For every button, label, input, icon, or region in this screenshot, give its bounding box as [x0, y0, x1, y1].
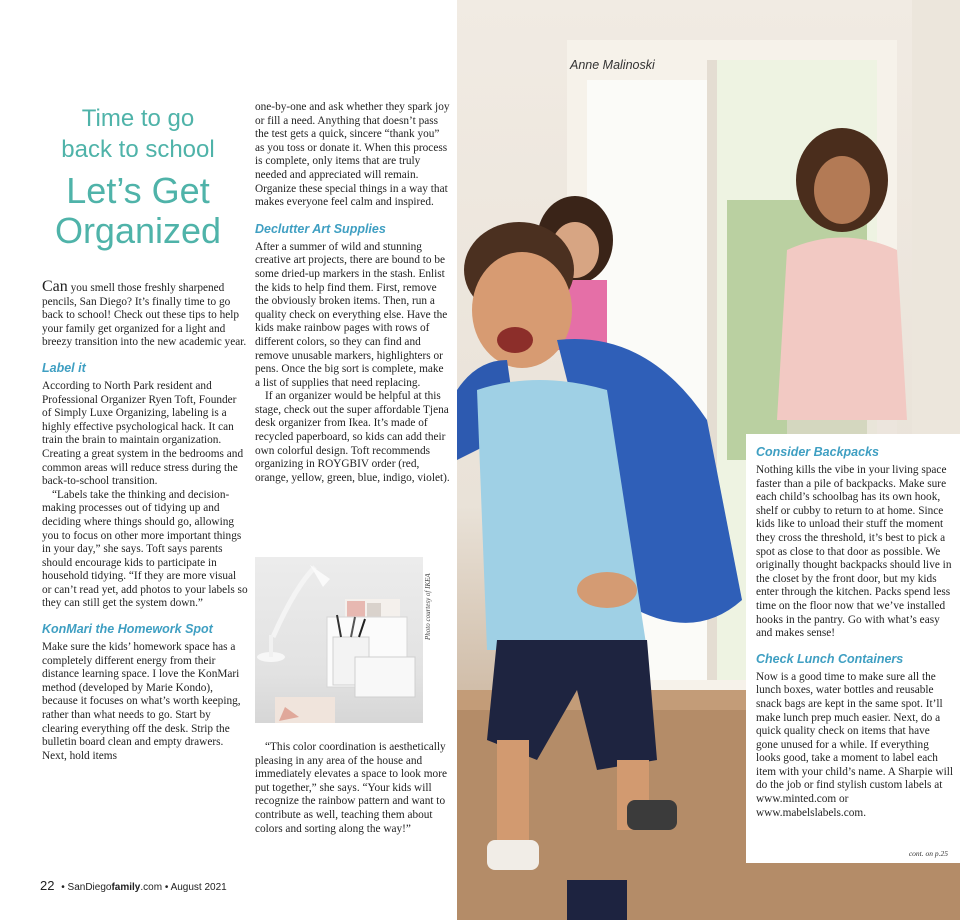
- page-footer: [40, 878, 227, 893]
- subheading-lunch: Check Lunch Containers: [756, 651, 904, 666]
- footer-site: [68, 882, 163, 893]
- desk-organizer-illustration: [255, 557, 423, 723]
- footer-site-bold: family: [111, 882, 141, 893]
- sidebar-panel: [746, 434, 960, 863]
- kicker-headline: [28, 103, 248, 165]
- label-it-paragraph-2: “Labels take the thinking and decision-making processes out of tidying up and deciding where things should go, allowing you to focus on other more important things in your day,” she says. Toft says parents should encourage kids to participate in household tidying. “If they are more visual or can’t read yet, add photos to your labels so they can still get the system down.”: [42, 488, 248, 610]
- quote-paragraph: “This color coordination is aesthetically pleasing in any area of the house and immediately elevates a space to look more put together,” she says. “Your kids will recognize the rainbow pattern and want to contribute as well, teaching them about colors and sorting along the way!”: [255, 741, 447, 835]
- photo-credit-ikea: Photo courtesy of IKEA: [424, 573, 432, 640]
- subheading-declutter-art: Declutter Art Supplies: [255, 221, 386, 236]
- continued-note: cont. on p.25: [908, 849, 948, 858]
- intro-text: you smell those freshly sharpened pencils, San Diego? It’s finally time to go back to school! Check out these tips to help your family get organized for a light and breezy transition into the new academic year.: [42, 282, 247, 349]
- lunch-paragraph: Now is a good time to make sure all the lunch boxes, water bottles and reusable snack bags are kept in the same spot. It’ll make lunch prep much easier. Next, do a quick quality check on items that have gone unused for a while. If everything looks good, take a moment to label each item with your child’s name. A Sharpie will do the job or find stylish custom labels at www.minted.com or www.mabelslabels.com.: [756, 670, 954, 819]
- footer-separator-1: •: [61, 882, 65, 893]
- konmari-paragraph: Make sure the kids’ homework space has a completely different energy from their distance learning space. I love the KonMari method (developed by Marie Kondo), because it focuses on what’s worth keeping, rather than what needs to go. Start by clearing everything off the desk. Strip the bulletin board clean and empty drawers. Next, hold items: [42, 641, 241, 762]
- column-middle: [255, 101, 451, 485]
- subheading-konmari: KonMari the Homework Spot: [42, 622, 213, 637]
- subheading-label-it: Label it: [42, 360, 86, 375]
- label-it-paragraph-1: According to North Park resident and Professional Organizer Ryen Toft, Founder of Simply Luxe Organizing, labeling is a highly effective psychological hack. It can train the brain to maintain organization. Creating a great system in the bedrooms and common areas will reduce stress during the back-to-school transition.: [42, 379, 244, 488]
- art-paragraph-1: After a summer of wild and stunning creative art projects, there are bound to be some dried-up markers in the stash. Enlist the kids to help find them. First, remove the obviously broken items. Then, run a quality check on everything else. Have the kids make rainbow pages with rows of different colors, so they can find and remove unusable markers, highlighters or pens. Once the big sort is complete, make a list of supplies that need replacing.: [255, 240, 448, 389]
- backpacks-section: [756, 442, 954, 820]
- column-left: [42, 280, 248, 763]
- subheading-backpacks: Consider Backpacks: [756, 445, 879, 459]
- backpacks-paragraph: Nothing kills the vibe in your living space faster than a pile of backpacks. Make sure each child’s schoolbag has its own hook, shelf or cubby to return to at home. Since kids like to unload their stuff the moment they cross the threshold, it’s best to pick a spot as close to that door as possible. We originally thought backpacks should live in the closet by the front door, but my kids enter through the kitchen. Packs spend less time on the floor now that we’ve installed hooks in the pantry. Go with what’s easy and makes sense!: [756, 464, 952, 640]
- footer-site-post: .com: [140, 882, 163, 893]
- intro-lead-word: Can: [42, 278, 68, 295]
- footer-issue: August 2021: [170, 882, 227, 893]
- page-number: 22: [40, 878, 55, 893]
- konmari-continued-paragraph: one-by-one and ask whether they spark joy or fill a need. Anything that doesn’t pass the test gets a quick, sincere “thank you” as you toss or donate it. When this process is complete, only items that are truly needed and appreciated will remain. Organize these special things in a way that makes everyone feel calm and inspired.: [255, 101, 450, 209]
- column-middle-quote: [255, 741, 451, 836]
- kicker-line-2: back to school: [61, 136, 215, 163]
- main-headline: [28, 171, 248, 251]
- art-paragraph-2: If an organizer would be helpful at this stage, check out the super affordable Tjena desk organizer from Ikea. It’s made of recycled paperboard, so kids can add their own colorful design. Toft recommends organizing in ROYGBIV order (red, orange, yellow, green, blue, indigo, violet).: [255, 390, 450, 484]
- headline-line-2: Organized: [54, 210, 222, 251]
- footer-site-pre: SanDiego: [67, 882, 112, 893]
- photographer-credit: Anne Malinoski: [570, 58, 655, 72]
- kicker-line-1: Time to go: [81, 105, 195, 132]
- headline-line-1: Let’s Get: [66, 170, 210, 211]
- intro-paragraph: [42, 280, 248, 350]
- footer-separator-2: •: [164, 882, 169, 893]
- desk-organizer-photo: [255, 557, 423, 723]
